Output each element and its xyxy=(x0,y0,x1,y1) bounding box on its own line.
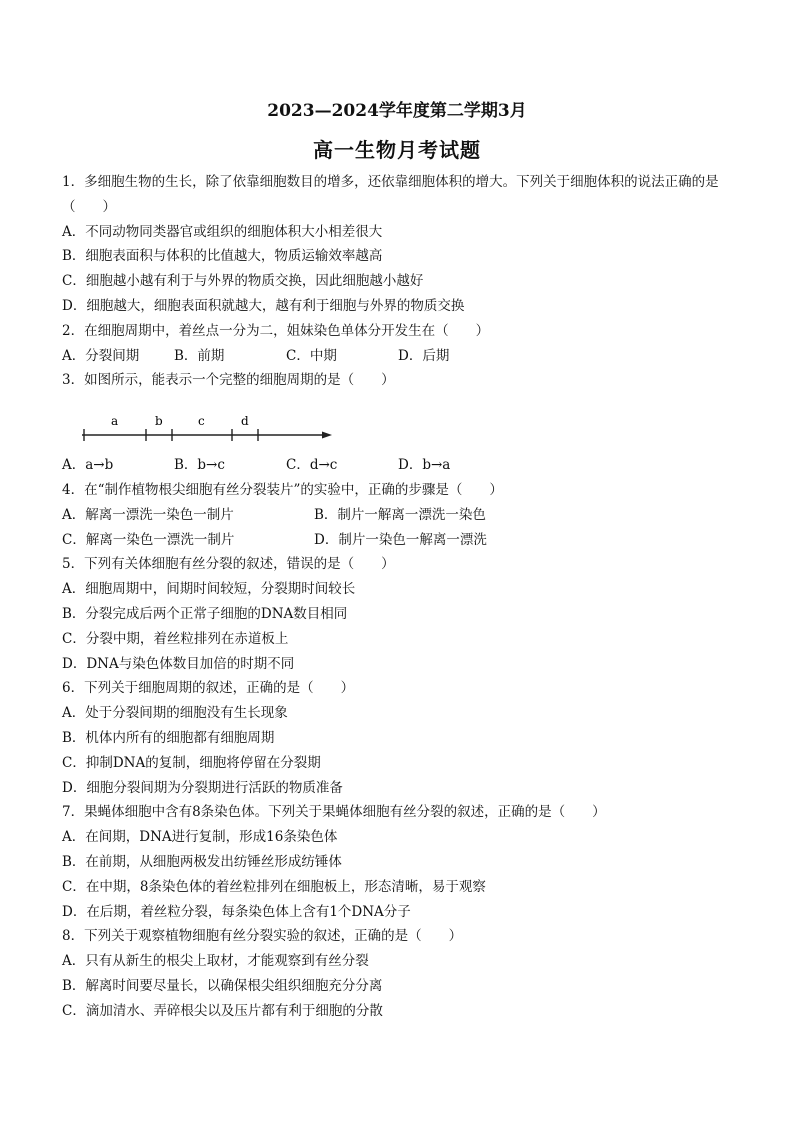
question-2-option-d: D．后期 xyxy=(398,347,450,364)
question-8-option-b: B．解离时间要尽量长，以确保根尖组织细胞充分分离 xyxy=(62,977,383,994)
question-3-stem: 3．如图所示，能表示一个完整的细胞周期的是（ ） xyxy=(62,372,395,389)
axis-arrowhead xyxy=(322,432,332,439)
question-6-option-b: B．机体内所有的细胞都有细胞周期 xyxy=(62,729,275,746)
question-5-option-b: B．分裂完成后两个正常子细胞的DNA数目相同 xyxy=(62,605,348,622)
question-8-stem: 8．下列关于观察植物细胞有丝分裂实验的叙述，正确的是（ ） xyxy=(62,928,463,945)
question-5-option-c: C．分裂中期，着丝粒排列在赤道板上 xyxy=(62,630,289,647)
exam-term-title: 2023—2024学年度第二学期3月 xyxy=(267,101,527,121)
cell-cycle-line-diagram xyxy=(62,393,742,453)
segment-label-b: b xyxy=(155,414,163,429)
question-3-option-b: B．b→c xyxy=(174,457,225,474)
question-3-option-c: C．d→c xyxy=(286,457,338,474)
question-6-option-d: D．细胞分裂间期为分裂期进行活跃的物质准备 xyxy=(62,779,343,796)
question-4-options-row2 xyxy=(62,528,742,553)
question-8-option-c: C．滴加清水、弄碎根尖以及压片都有利于细胞的分散 xyxy=(62,1002,383,1019)
question-6-stem: 6．下列关于细胞周期的叙述，正确的是（ ） xyxy=(62,680,355,697)
question-2-option-c: C．中期 xyxy=(286,347,337,364)
question-7-option-d: D．在后期，着丝粒分裂，每条染色体上含有1个DNA分子 xyxy=(62,903,411,920)
exam-subject-title: 高一生物月考试题 xyxy=(313,138,481,162)
question-3-option-a: A．a→b xyxy=(62,457,114,474)
question-1-stem: 1．多细胞生物的生长，除了依靠细胞数目的增多，还依靠细胞体积的增大。下列关于细胞体积的说法正确的是（ ） xyxy=(62,174,719,215)
question-1-option-c: C．细胞越小越有利于与外界的物质交换，因此细胞越小越好 xyxy=(62,273,424,290)
question-2-stem: 2．在细胞周期中，着丝点一分为二，姐妹染色单体分开发生在（ ） xyxy=(62,322,490,339)
question-4-stem: 4．在“制作植物根尖细胞有丝分裂装片”的实验中，正确的步骤是（ ） xyxy=(62,481,503,498)
question-7-option-c: C．在中期，8条染色体的着丝粒排列在细胞板上，形态清晰，易于观察 xyxy=(62,878,486,895)
question-4-option-b: B．制片一解离一漂洗一染色 xyxy=(314,506,486,523)
question-7-option-b: B．在前期，从细胞两极发出纺锤丝形成纺锤体 xyxy=(62,853,342,870)
question-4-options-row1 xyxy=(62,503,742,528)
question-5-option-a: A．细胞周期中，间期时间较短，分裂期时间较长 xyxy=(62,581,356,598)
question-1-option-a: A．不同动物同类器官或组织的细胞体积大小相差很大 xyxy=(62,223,383,240)
question-4-option-d: D．制片一染色一解离一漂洗 xyxy=(314,531,487,548)
question-1-option-b: B．细胞表面积与体积的比值越大，物质运输效率越高 xyxy=(62,248,383,265)
question-5-stem: 5．下列有关体细胞有丝分裂的叙述，错误的是（ ） xyxy=(62,556,395,573)
question-7-stem: 7．果蝇体细胞中含有8条染色体。下列关于果蝇体细胞有丝分裂的叙述，正确的是（ ） xyxy=(62,804,606,821)
question-2-option-a: A．分裂间期 xyxy=(62,347,140,364)
question-8-option-a: A．只有从新生的根尖上取材，才能观察到有丝分裂 xyxy=(62,953,369,970)
question-3-options xyxy=(62,453,742,478)
cell-cycle-axis xyxy=(76,397,336,449)
segment-label-a: a xyxy=(111,414,119,429)
question-5-option-d: D．DNA与染色体数目加倍的时期不同 xyxy=(62,655,295,672)
question-3-option-d: D．b→a xyxy=(398,457,451,474)
question-1-option-d: D．细胞越大，细胞表面积就越大，越有利于细胞与外界的物质交换 xyxy=(62,297,465,314)
question-7-option-a: A．在间期，DNA进行复制，形成16条染色体 xyxy=(62,829,338,846)
question-2-options xyxy=(62,344,742,369)
question-list xyxy=(62,170,742,1024)
segment-label-c: c xyxy=(198,414,205,429)
question-4-option-c: C．解离一染色一漂洗一制片 xyxy=(62,531,235,548)
question-4-option-a: A．解离一漂洗一染色一制片 xyxy=(62,506,234,523)
question-6-option-a: A．处于分裂间期的细胞没有生长现象 xyxy=(62,705,288,722)
segment-label-d: d xyxy=(241,414,249,429)
question-2-option-b: B．前期 xyxy=(174,347,225,364)
question-6-option-c: C．抑制DNA的复制，细胞将停留在分裂期 xyxy=(62,754,321,771)
